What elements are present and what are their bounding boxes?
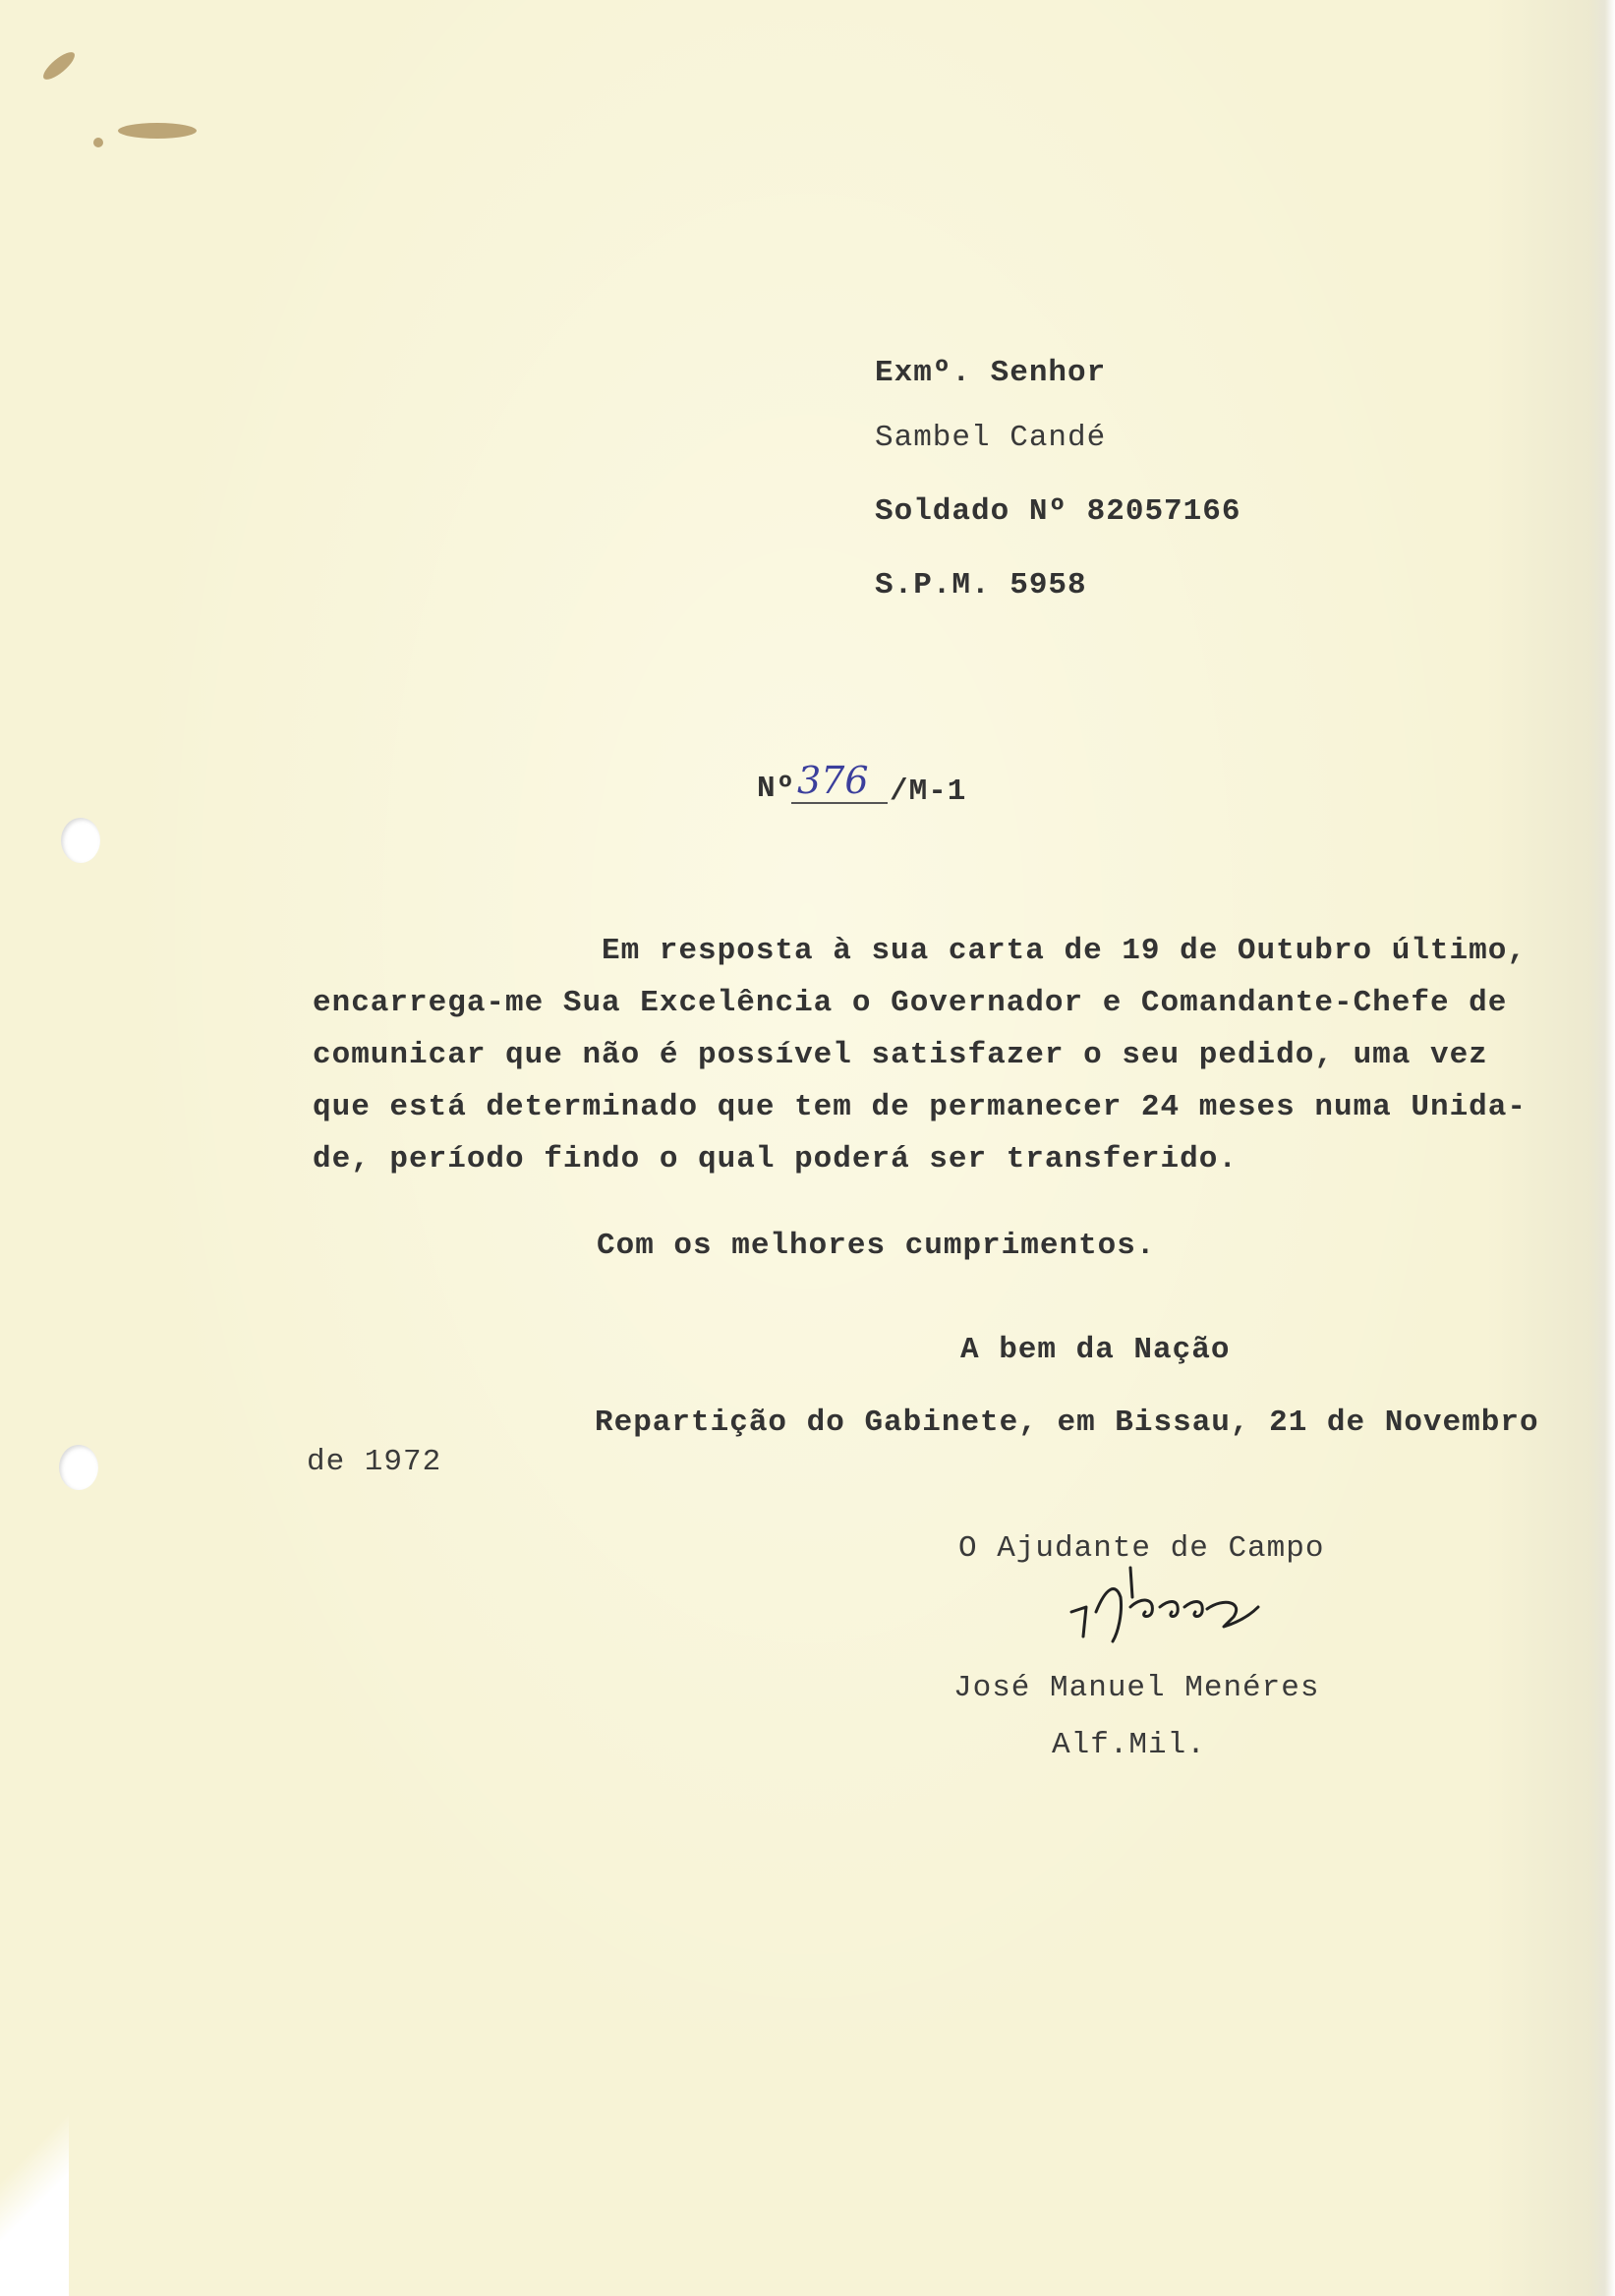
recipient-name: Sambel Candé: [875, 421, 1107, 455]
rust-stain: [118, 123, 197, 139]
recipient-rank-number: Soldado Nº 82057166: [875, 494, 1241, 529]
signatory-title: Alf.Mil.: [1052, 1728, 1206, 1762]
signatory-name: José Manuel Menéres: [953, 1671, 1320, 1705]
body-line-4: que está determinado que tem de permanecer 24 meses numa Unida-: [313, 1090, 1527, 1124]
reference-prefix: Nº: [757, 772, 796, 806]
punch-hole: [59, 1445, 98, 1490]
place-date-line-2: de 1972: [307, 1445, 442, 1479]
closing-regards: Com os melhores cumprimentos.: [597, 1229, 1156, 1263]
rust-stain: [39, 48, 79, 84]
body-line-1: Em resposta à sua carta de 19 de Outubro último,: [602, 934, 1527, 968]
recipient-salutation: Exmº. Senhor: [875, 356, 1107, 390]
handwritten-signature: [1062, 1558, 1307, 1666]
rust-stain: [93, 138, 103, 147]
paper-edge: [1589, 0, 1615, 2296]
closing-motto: A bem da Nação: [960, 1333, 1231, 1367]
signatory-role: O Ajudante de Campo: [958, 1531, 1325, 1566]
punch-hole: [61, 818, 100, 863]
place-date-line-1: Repartição do Gabinete, em Bissau, 21 de Novembro: [595, 1406, 1539, 1440]
body-line-2: encarrega-me Sua Excelência o Governador e Comandante-Chefe de: [313, 986, 1508, 1020]
reference-suffix: /M-1: [890, 775, 967, 809]
recipient-postal: S.P.M. 5958: [875, 568, 1087, 603]
body-line-3: comunicar que não é possível satisfazer o seu pedido, uma vez: [313, 1038, 1488, 1072]
paper-curl: [0, 2060, 69, 2296]
reference-number: 376: [791, 759, 888, 804]
body-line-5: de, período findo o qual poderá ser transferido.: [313, 1142, 1238, 1177]
